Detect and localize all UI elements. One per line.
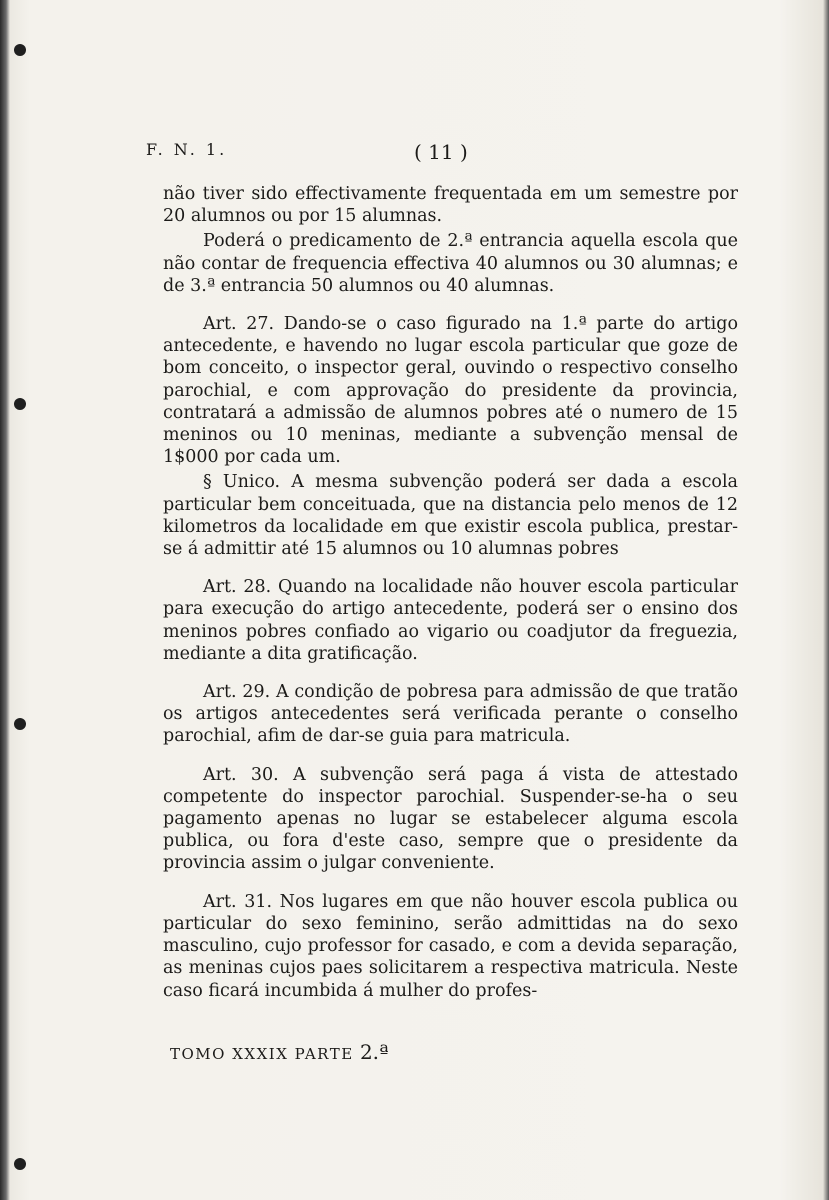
article-31: Art. 31. Nos lugares em que não houver escola publica ou particular do sexo feminino, serão admittidas na do sexo masculino, cujo professor for casado, e com a devida separação, as meninas cujos paes solicitarem a respectiva matricula. Neste caso ficará incumbida á mulher do profes- xyxy=(163,891,738,1001)
article-27: Art. 27. Dando-se o caso figurado na 1.ª parte do artigo antecedente, e havendo no lugar escola particular que goze de bom conceito, o inspector geral, ouvindo o respectivo conselho parochial, e com approvação do presidente da provincia, contratará a admissão de alumnos pobres até o numero de 15 meninos ou 10 meninas, mediante a subvenção mensal de 1$000 por cada um. xyxy=(163,314,738,468)
paragraph: não tiver sido effectivamente frequentada em um semestre por 20 alumnos ou por 15 alumnas. xyxy=(163,184,738,227)
punch-hole xyxy=(14,398,26,410)
page-footer xyxy=(170,1040,389,1064)
punch-hole xyxy=(14,1158,26,1170)
page-number: ( 11 ) xyxy=(414,140,468,164)
binding-edge xyxy=(0,0,10,1200)
paragraph: Poderá o predicamento de 2.ª entrancia aquella escola que não contar de frequencia effectiva 40 alumnos ou 30 alumnas; e de 3.ª entrancia 50 alumnos ou 40 alumnas. xyxy=(163,231,738,296)
paragraph-unico: § Unico. A mesma subvenção poderá ser dada a escola particular bem conceituada, que na distancia pelo menos de 12 kilometros da localidade em que existir escola publica, prestar-se á admittir até 15 alumnos ou 10 alumnas pobres xyxy=(163,472,738,560)
header-left: F. N. 1. xyxy=(146,140,228,159)
body-text xyxy=(163,183,738,1002)
punch-hole xyxy=(14,44,26,56)
punch-hole xyxy=(14,718,26,730)
footer-text: TOMO XXXIX PARTE xyxy=(170,1045,360,1063)
page-edge-shadow xyxy=(823,0,829,1200)
page-header xyxy=(146,140,726,168)
article-29: Art. 29. A condição de pobresa para admissão de que tratão os artigos antecedentes será verificada perante o conselho parochial, afim de dar-se guia para matricula. xyxy=(163,682,738,747)
footer-part: 2.ª xyxy=(359,1040,389,1064)
article-30: Art. 30. A subvenção será paga á vista de attestado competente do inspector parochial. Suspender-se-ha o seu pagamento apenas no lugar se estabelecer alguma escola publica, ou fora d'este caso, sempre que o presidente da provincia assim o julgar conveniente. xyxy=(163,764,738,874)
article-28: Art. 28. Quando na localidade não houver escola particular para execução do artigo antecedente, poderá ser o ensino dos meninos pobres confiado ao vigario ou coadjutor da freguezia, mediante a dita gratificação. xyxy=(163,577,738,664)
